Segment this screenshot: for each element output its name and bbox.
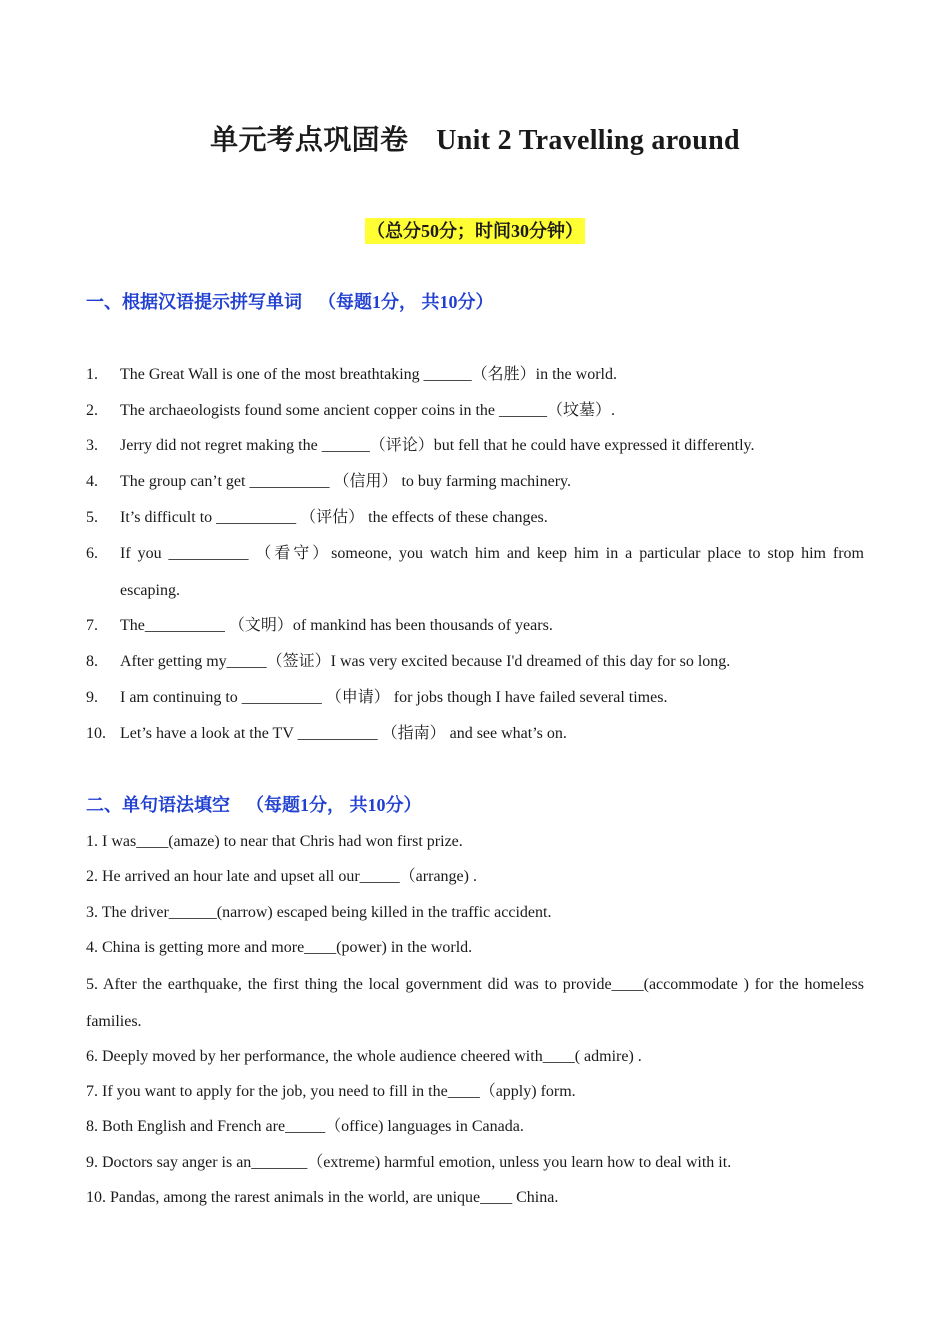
- question-item: [86, 613, 864, 639]
- question-item: [86, 433, 864, 459]
- question-item: [86, 398, 864, 424]
- grammar-item: 8. Both English and French are_____（office) languages in Canada.: [86, 1118, 524, 1136]
- title-chinese: 单元考点巩固卷: [210, 125, 409, 156]
- question-text: Let’s have a look at the TV __________ （指南） and see what’s on.: [120, 724, 567, 742]
- grammar-item: 6. Deeply moved by her performance, the whole audience cheered with____( admire) .: [86, 1047, 642, 1065]
- section2-score: （每题1分， 共10分）: [246, 795, 422, 815]
- grammar-item: 3. The driver______(narrow) escaped being killed in the traffic accident.: [86, 903, 552, 921]
- page-title: [86, 118, 864, 158]
- question-number: 5.: [86, 508, 98, 526]
- score-time-subtitle: （总分50分；时间30分钟）: [365, 218, 585, 244]
- question-item: [86, 685, 864, 711]
- question-text: I am continuing to __________ （申请） for jobs though I have failed several times.: [120, 688, 668, 706]
- question-item: [86, 535, 864, 609]
- subtitle-container: [86, 218, 864, 244]
- section1-question-list: [86, 362, 864, 756]
- section2-heading: [86, 793, 422, 817]
- question-number: 1.: [86, 366, 98, 383]
- grammar-item: 2. He arrived an hour late and upset all our_____（arrange) .: [86, 868, 477, 886]
- section2-title: 二、单句语法填空: [86, 795, 230, 815]
- question-number: 10.: [86, 724, 106, 742]
- question-number: 6.: [86, 545, 98, 563]
- question-number: 9.: [86, 688, 98, 706]
- section2-question-list: [86, 829, 864, 1221]
- question-text: After getting my_____（签证）I was very excited because I'd dreamed of this day for so long.: [120, 653, 731, 671]
- question-item: [86, 721, 864, 747]
- question-text: The archaeologists found some ancient copper coins in the ______（坟墓）.: [120, 401, 615, 419]
- title-english: Unit 2 Travelling around: [436, 125, 740, 156]
- question-item: [86, 469, 864, 495]
- question-number: 4.: [86, 473, 98, 491]
- question-text: If you __________ （看守）someone, you watch him and keep him in a particular place to stop him from escaping.: [120, 545, 864, 600]
- question-text: The Great Wall is one of the most breathtaking ______（名胜）in the world.: [120, 366, 617, 383]
- question-text: The__________ （文明）of mankind has been thousands of years.: [120, 617, 553, 635]
- section1-title: 一、根据汉语提示拼写单词: [86, 292, 302, 312]
- grammar-item: 4. China is getting more and more____(power) in the world.: [86, 939, 473, 957]
- question-number: 7.: [86, 617, 98, 635]
- question-item: [86, 649, 864, 675]
- question-number: 2.: [86, 401, 98, 419]
- question-text: Jerry did not regret making the ______（评论）but fell that he could have expressed it differently.: [120, 437, 755, 455]
- question-number: 3.: [86, 437, 98, 455]
- grammar-item: 9. Doctors say anger is an_______（extreme) harmful emotion, unless you learn how to deal with it.: [86, 1153, 732, 1171]
- grammar-item: 1. I was____(amaze) to near that Chris had won first prize.: [86, 833, 463, 850]
- grammar-item: 7. If you want to apply for the job, you need to fill in the____（apply) form.: [86, 1082, 576, 1100]
- grammar-item: 10. Pandas, among the rarest animals in the world, are unique____ China.: [86, 1189, 559, 1207]
- section1-score: （每题1分， 共10分）: [318, 292, 494, 312]
- question-text: The group can’t get __________ （信用） to buy farming machinery.: [120, 473, 572, 491]
- question-text: It’s difficult to __________ （评估） the effects of these changes.: [120, 508, 548, 526]
- question-item: [86, 505, 864, 531]
- question-item: [86, 362, 864, 388]
- question-number: 8.: [86, 653, 98, 671]
- grammar-item: 5. After the earthquake, the first thing the local government did was to provide____(accommodate ) for the homeless families.: [86, 975, 864, 1030]
- section1-heading: [86, 290, 494, 314]
